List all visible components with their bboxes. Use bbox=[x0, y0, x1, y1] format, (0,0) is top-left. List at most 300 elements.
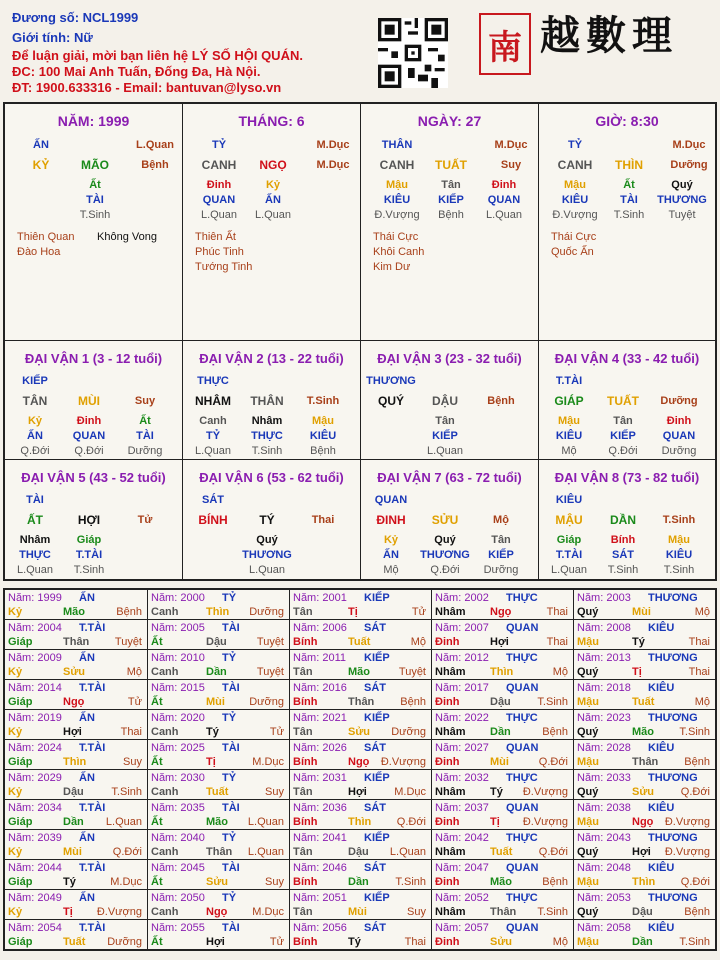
year-stem: Mậu bbox=[577, 876, 599, 888]
hidden-stage: L.Quan bbox=[200, 209, 238, 221]
year-cell[interactable] bbox=[290, 680, 432, 710]
year-cell[interactable] bbox=[290, 920, 432, 950]
header bbox=[0, 0, 720, 100]
year-cell[interactable] bbox=[574, 890, 715, 920]
year-cell[interactable] bbox=[290, 890, 432, 920]
year-stem: Kỷ bbox=[8, 666, 23, 678]
year-label: Năm: 2028 bbox=[577, 742, 631, 754]
year-stem: Ất bbox=[151, 936, 163, 948]
year-branch: Thìn bbox=[206, 606, 230, 618]
year-label: Năm: 2047 bbox=[435, 862, 489, 874]
hidden-stem: Tân bbox=[435, 415, 455, 427]
hidden-stem: Kỷ bbox=[27, 415, 43, 427]
year-ten-god: T.TÀI bbox=[79, 802, 106, 814]
dai-van-ten-god: THỰC bbox=[197, 375, 229, 387]
year-cell[interactable] bbox=[148, 710, 290, 740]
year-ten-god: TỶ bbox=[222, 652, 237, 664]
year-stem: Tân bbox=[293, 666, 313, 678]
year-cell[interactable] bbox=[148, 740, 290, 770]
dai-van-cell[interactable] bbox=[5, 460, 183, 579]
hidden-stem: Nhâm bbox=[251, 415, 283, 427]
hidden-ten-god: TÀI bbox=[136, 430, 154, 442]
year-cell[interactable] bbox=[5, 680, 148, 710]
year-cell[interactable] bbox=[574, 710, 715, 740]
pillar-title: NGÀY: 27 bbox=[417, 113, 482, 129]
year-ten-god: THỰC bbox=[506, 712, 538, 724]
year-stem: Ất bbox=[151, 876, 163, 888]
pillar-cell bbox=[539, 104, 715, 340]
year-cell[interactable] bbox=[574, 800, 715, 830]
year-ten-god: KIẾP bbox=[364, 652, 390, 664]
year-stem: Kỷ bbox=[8, 846, 23, 858]
year-ten-god: THƯƠNG bbox=[648, 832, 698, 844]
year-ten-god: THỰC bbox=[506, 592, 538, 604]
year-stem: Quý bbox=[577, 846, 599, 858]
year-branch: Tuất bbox=[632, 696, 655, 708]
hidden-stage: Đ.Vượng bbox=[552, 209, 598, 221]
dai-van-ten-god: KIÊU bbox=[555, 494, 583, 506]
life-stage: Dưỡng bbox=[670, 159, 708, 171]
life-stage: T.Sinh bbox=[662, 514, 696, 526]
special-star: Thiên Quan bbox=[17, 231, 75, 243]
year-branch: Tý bbox=[63, 876, 76, 888]
year-stage: Q.Đới bbox=[112, 846, 142, 858]
phone-email-line[interactable]: ĐT: 1900.633316 - Email: bantuvan@lyso.vn bbox=[12, 80, 282, 95]
hidden-ten-god: TÀI bbox=[620, 194, 638, 206]
year-branch: Hợi bbox=[490, 636, 509, 648]
year-branch: Thân bbox=[490, 906, 517, 918]
hidden-stem: Quý bbox=[256, 534, 278, 546]
hidden-stem: Đinh bbox=[666, 415, 692, 427]
year-cell[interactable] bbox=[432, 590, 574, 620]
hidden-ten-god: THỰC bbox=[251, 430, 283, 442]
year-label: Năm: 2053 bbox=[577, 892, 631, 904]
gender: Giới tính: Nữ bbox=[12, 30, 93, 45]
hidden-ten-god: KIÊU bbox=[561, 194, 589, 206]
hidden-stem: Ất bbox=[139, 415, 151, 427]
dai-van-ten-god: T.TÀI bbox=[555, 375, 583, 387]
dai-van-title: ĐẠI VẬN 5 (43 - 52 tuổi) bbox=[21, 470, 166, 485]
year-stem: Giáp bbox=[8, 756, 33, 768]
year-stem: Tân bbox=[293, 606, 313, 618]
hidden-stage: T.Sinh bbox=[663, 564, 695, 576]
year-stage: Bệnh bbox=[684, 906, 710, 918]
dai-van-cell[interactable] bbox=[183, 341, 361, 460]
year-ten-god: TỶ bbox=[222, 772, 237, 784]
earthly-branch: DẦN bbox=[610, 513, 636, 527]
year-ten-god: SÁT bbox=[364, 802, 386, 814]
year-stage: Bệnh bbox=[116, 606, 142, 618]
year-stage: Bệnh bbox=[684, 756, 710, 768]
year-ten-god: SÁT bbox=[364, 742, 386, 754]
year-branch: Dậu bbox=[348, 846, 369, 858]
dai-van-cell[interactable] bbox=[361, 460, 539, 579]
hidden-stem: Giáp bbox=[76, 534, 102, 546]
year-cell[interactable] bbox=[432, 650, 574, 680]
year-cell[interactable] bbox=[432, 890, 574, 920]
year-label: Năm: 2035 bbox=[151, 802, 205, 814]
dai-van-cell[interactable] bbox=[539, 460, 715, 579]
year-stage: Đ.Vượng bbox=[664, 816, 710, 828]
year-cell[interactable] bbox=[432, 860, 574, 890]
hidden-stage: Bệnh bbox=[310, 445, 336, 457]
dai-van-title: ĐẠI VẬN 4 (33 - 42 tuổi) bbox=[554, 351, 700, 366]
dai-van-cell[interactable] bbox=[361, 341, 539, 460]
year-branch: Thân bbox=[63, 636, 90, 648]
year-cell[interactable] bbox=[290, 620, 432, 650]
year-ten-god: KIÊU bbox=[648, 862, 675, 874]
year-stem: Bính bbox=[293, 696, 318, 708]
hidden-stage: Mộ bbox=[383, 564, 399, 576]
year-label: Năm: 2023 bbox=[577, 712, 631, 724]
year-branch: Mùi bbox=[490, 756, 509, 768]
year-ten-god: QUAN bbox=[506, 622, 539, 634]
hidden-stem: Mậu bbox=[668, 534, 690, 546]
year-stage: Tử bbox=[269, 936, 284, 948]
year-cell[interactable] bbox=[5, 860, 148, 890]
year-stage: L.Quan bbox=[389, 846, 426, 858]
year-ten-god: KIÊU bbox=[648, 742, 675, 754]
earthly-branch: TUẤT bbox=[435, 158, 467, 172]
year-cell[interactable] bbox=[148, 770, 290, 800]
year-ten-god: T.TÀI bbox=[79, 862, 106, 874]
year-cell[interactable] bbox=[290, 590, 432, 620]
year-label: Năm: 2006 bbox=[293, 622, 347, 634]
year-stage: M.Dục bbox=[252, 756, 284, 768]
dai-van-title: ĐẠI VẬN 3 (23 - 32 tuổi) bbox=[377, 351, 522, 366]
year-label: Năm: 2027 bbox=[435, 742, 489, 754]
year-label: Năm: 2039 bbox=[8, 832, 62, 844]
year-ten-god: TÀI bbox=[222, 682, 240, 694]
year-cell[interactable] bbox=[290, 830, 432, 860]
year-stem: Mậu bbox=[577, 816, 599, 828]
hidden-stem: Nhâm bbox=[19, 534, 51, 546]
pillar-ten-god: THÂN bbox=[381, 139, 413, 151]
hidden-stage: Q.Đới bbox=[74, 445, 104, 457]
year-ten-god: KIÊU bbox=[648, 802, 675, 814]
hidden-stem: Quý bbox=[434, 534, 456, 546]
year-cell[interactable] bbox=[574, 920, 715, 950]
year-cell[interactable] bbox=[148, 890, 290, 920]
year-branch: Hợi bbox=[206, 936, 225, 948]
year-branch: Sửu bbox=[63, 666, 86, 678]
year-cell[interactable] bbox=[574, 770, 715, 800]
year-cell[interactable] bbox=[432, 620, 574, 650]
year-branch: Thân bbox=[632, 756, 659, 768]
year-cell[interactable] bbox=[148, 620, 290, 650]
dai-van-title: ĐẠI VẬN 1 (3 - 12 tuổi) bbox=[24, 351, 163, 366]
year-label: Năm: 1999 bbox=[8, 592, 62, 604]
year-ten-god: SÁT bbox=[364, 622, 386, 634]
year-cell[interactable] bbox=[432, 770, 574, 800]
year-branch: Hợi bbox=[63, 726, 82, 738]
hidden-ten-god: TÀI bbox=[86, 194, 104, 206]
dai-van-table bbox=[3, 341, 717, 581]
year-branch: Mùi bbox=[348, 906, 367, 918]
year-cell[interactable] bbox=[5, 890, 148, 920]
year-stem: Canh bbox=[151, 666, 179, 678]
earthly-branch: TUẤT bbox=[607, 394, 639, 408]
contact-line: Để luận giải, mời bạn liên hệ LÝ SỐ HỘI QUÁN. bbox=[12, 48, 303, 63]
hidden-stage: T.Sinh bbox=[251, 445, 283, 457]
special-star: Tướng Tinh bbox=[195, 261, 253, 273]
year-cell[interactable] bbox=[574, 680, 715, 710]
year-label: Năm: 2056 bbox=[293, 922, 347, 934]
year-cell[interactable] bbox=[148, 680, 290, 710]
year-branch: Thân bbox=[206, 846, 233, 858]
year-cell[interactable] bbox=[574, 650, 715, 680]
pillar-cell bbox=[183, 104, 361, 340]
earthly-branch: MÃO bbox=[81, 158, 109, 172]
seal-logo: 南 bbox=[479, 13, 531, 75]
year-ten-god: TÀI bbox=[222, 802, 240, 814]
year-cell[interactable] bbox=[148, 650, 290, 680]
heavenly-stem: KỶ bbox=[32, 158, 50, 172]
year-label: Năm: 2013 bbox=[577, 652, 631, 664]
year-stage: T.Sinh bbox=[537, 906, 568, 918]
heavenly-stem: MẬU bbox=[555, 513, 583, 527]
year-stage: Q.Đới bbox=[538, 846, 568, 858]
year-stage: Bệnh bbox=[542, 876, 568, 888]
hidden-stem: Bính bbox=[610, 534, 636, 546]
dai-van-ten-god: SÁT bbox=[202, 494, 224, 506]
year-cell[interactable] bbox=[148, 920, 290, 950]
year-cell[interactable] bbox=[432, 680, 574, 710]
year-cell[interactable] bbox=[148, 860, 290, 890]
dai-van-cell[interactable] bbox=[183, 460, 361, 579]
qr-code-icon[interactable] bbox=[378, 18, 448, 88]
year-cell[interactable] bbox=[5, 920, 148, 950]
year-label: Năm: 2029 bbox=[8, 772, 62, 784]
year-cell[interactable] bbox=[574, 830, 715, 860]
year-stem: Giáp bbox=[8, 936, 33, 948]
year-label: Năm: 2000 bbox=[151, 592, 205, 604]
year-ten-god: KIẾP bbox=[364, 832, 390, 844]
year-ten-god: KIÊU bbox=[648, 922, 675, 934]
year-cell[interactable] bbox=[290, 860, 432, 890]
earthly-branch: THÌN bbox=[615, 158, 643, 172]
year-branch: Tị bbox=[348, 606, 358, 618]
hidden-ten-god: KIÊU bbox=[383, 194, 411, 206]
year-stage: L.Quan bbox=[247, 816, 284, 828]
hidden-stage: T.Sinh bbox=[79, 209, 111, 221]
year-cell[interactable] bbox=[5, 650, 148, 680]
year-ten-god: TÀI bbox=[222, 742, 240, 754]
year-stem: Bính bbox=[293, 936, 318, 948]
year-ten-god: QUAN bbox=[506, 922, 539, 934]
hidden-stem: Mậu bbox=[312, 415, 334, 427]
year-cell[interactable] bbox=[5, 710, 148, 740]
year-stage: Thai bbox=[688, 666, 710, 678]
year-cell[interactable] bbox=[432, 740, 574, 770]
hidden-stage: T.Sinh bbox=[73, 564, 105, 576]
year-ten-god: T.TÀI bbox=[79, 922, 106, 934]
year-branch: Sửu bbox=[206, 876, 229, 888]
year-ten-god: KIẾP bbox=[364, 712, 390, 724]
hidden-stage: T.Sinh bbox=[613, 209, 645, 221]
hidden-stem: Tân bbox=[441, 179, 461, 191]
year-branch: Tý bbox=[490, 786, 503, 798]
year-stage: Thai bbox=[546, 636, 568, 648]
hidden-stage: Dưỡng bbox=[127, 445, 163, 457]
heavenly-stem: TÂN bbox=[22, 394, 48, 408]
year-cell[interactable] bbox=[574, 620, 715, 650]
special-star: Đào Hoa bbox=[17, 246, 61, 258]
year-ten-god: ẤN bbox=[79, 652, 95, 664]
address-line: ĐC: 100 Mai Anh Tuấn, Đống Đa, Hà Nội. bbox=[12, 64, 261, 79]
year-stem: Nhâm bbox=[435, 846, 466, 858]
year-stem: Tân bbox=[293, 726, 313, 738]
year-ten-god: QUAN bbox=[506, 862, 539, 874]
year-branch: Dậu bbox=[632, 906, 653, 918]
year-label: Năm: 2004 bbox=[8, 622, 62, 634]
dai-van-cell[interactable] bbox=[5, 341, 183, 460]
year-stem: Canh bbox=[151, 906, 179, 918]
year-stage: Suy bbox=[123, 756, 142, 768]
year-cell[interactable] bbox=[290, 650, 432, 680]
year-stem: Quý bbox=[577, 666, 599, 678]
year-stage: Suy bbox=[265, 876, 284, 888]
year-branch: Mùi bbox=[63, 846, 82, 858]
year-cell[interactable] bbox=[290, 770, 432, 800]
hidden-stem: Mậu bbox=[564, 179, 586, 191]
year-stage: Suy bbox=[407, 906, 426, 918]
year-branch: Thìn bbox=[63, 756, 87, 768]
year-cell[interactable] bbox=[574, 860, 715, 890]
year-cell[interactable] bbox=[432, 830, 574, 860]
year-label: Năm: 2037 bbox=[435, 802, 489, 814]
year-stage: Thai bbox=[120, 726, 142, 738]
year-stage: Thai bbox=[688, 636, 710, 648]
year-cell[interactable] bbox=[432, 800, 574, 830]
year-cell[interactable] bbox=[148, 590, 290, 620]
year-branch: Tuất bbox=[206, 786, 229, 798]
hidden-stem: Đinh bbox=[206, 179, 232, 191]
life-stage: T.Sinh bbox=[306, 395, 340, 407]
earthly-branch: DẬU bbox=[432, 394, 458, 408]
year-branch: Tý bbox=[206, 726, 219, 738]
year-branch: Dần bbox=[490, 726, 511, 738]
year-cell[interactable] bbox=[290, 740, 432, 770]
year-cell[interactable] bbox=[5, 770, 148, 800]
heavenly-stem: GIÁP bbox=[554, 394, 584, 408]
year-stage: Dưỡng bbox=[249, 696, 284, 708]
year-stage: Q.Đới bbox=[680, 786, 710, 798]
year-stage: M.Dục bbox=[110, 876, 142, 888]
hidden-ten-god: QUAN bbox=[72, 430, 106, 442]
year-stem: Giáp bbox=[8, 816, 33, 828]
pillar-top-note: M.Dục bbox=[316, 139, 350, 151]
year-stem: Ất bbox=[151, 816, 163, 828]
life-stage: Tử bbox=[137, 514, 153, 526]
year-label: Năm: 2034 bbox=[8, 802, 62, 814]
year-branch: Dần bbox=[632, 936, 653, 948]
year-label: Năm: 2041 bbox=[293, 832, 347, 844]
year-stem: Bính bbox=[293, 876, 318, 888]
hidden-ten-god: ẤN bbox=[383, 549, 399, 561]
year-label: Năm: 2058 bbox=[577, 922, 631, 934]
year-branch: Mùi bbox=[632, 606, 651, 618]
hidden-stage: Q.Đới bbox=[608, 445, 638, 457]
year-stem: Đinh bbox=[435, 936, 460, 948]
year-stage: M.Dục bbox=[394, 786, 426, 798]
year-stage: Đ.Vượng bbox=[380, 756, 426, 768]
dai-van-cell[interactable] bbox=[539, 341, 715, 460]
year-stem: Kỷ bbox=[8, 906, 23, 918]
year-stem: Bính bbox=[293, 816, 318, 828]
hidden-stage: L.Quan bbox=[550, 564, 588, 576]
year-cell[interactable] bbox=[148, 800, 290, 830]
year-label: Năm: 2019 bbox=[8, 712, 62, 724]
year-stem: Nhâm bbox=[435, 786, 466, 798]
earthly-branch: MÙI bbox=[78, 394, 100, 408]
year-cell[interactable] bbox=[5, 740, 148, 770]
year-branch: Dậu bbox=[63, 786, 84, 798]
heavenly-stem: CANH bbox=[201, 158, 237, 172]
life-stage: Mộ bbox=[493, 514, 509, 526]
hidden-stage: Tuyệt bbox=[668, 209, 696, 221]
year-ten-god: KIẾP bbox=[364, 892, 390, 904]
year-cell[interactable] bbox=[290, 710, 432, 740]
year-ten-god: ẤN bbox=[79, 592, 95, 604]
year-stem: Giáp bbox=[8, 876, 33, 888]
year-cell[interactable] bbox=[574, 590, 715, 620]
year-stem: Mậu bbox=[577, 756, 599, 768]
year-cell[interactable] bbox=[5, 830, 148, 860]
year-stage: Tử bbox=[269, 726, 284, 738]
special-star: Phúc Tinh bbox=[195, 246, 244, 258]
year-cell[interactable] bbox=[290, 800, 432, 830]
year-ten-god: T.TÀI bbox=[79, 682, 106, 694]
year-label: Năm: 2003 bbox=[577, 592, 631, 604]
year-branch: Tý bbox=[348, 936, 361, 948]
year-label: Năm: 2045 bbox=[151, 862, 205, 874]
year-ten-god: ẤN bbox=[79, 772, 95, 784]
year-stem: Mậu bbox=[577, 936, 599, 948]
year-ten-god: TÀI bbox=[222, 622, 240, 634]
year-branch: Ngọ bbox=[490, 606, 512, 618]
hidden-ten-god: KIẾP bbox=[438, 194, 464, 206]
year-cell[interactable] bbox=[5, 800, 148, 830]
year-stem: Quý bbox=[577, 786, 599, 798]
hidden-ten-god: KIÊU bbox=[665, 549, 693, 561]
year-label: Năm: 2012 bbox=[435, 652, 489, 664]
heavenly-stem: BÍNH bbox=[198, 513, 228, 527]
year-cell[interactable] bbox=[432, 710, 574, 740]
year-ten-god: THƯƠNG bbox=[648, 712, 698, 724]
year-cell[interactable] bbox=[148, 830, 290, 860]
hidden-stem: Mậu bbox=[558, 415, 580, 427]
year-cell[interactable] bbox=[574, 740, 715, 770]
year-stage: Mộ bbox=[694, 696, 710, 708]
hidden-stem: Ất bbox=[623, 179, 635, 191]
year-label: Năm: 2005 bbox=[151, 622, 205, 634]
year-label: Năm: 2043 bbox=[577, 832, 631, 844]
life-stage: Bệnh bbox=[141, 159, 169, 171]
year-branch: Mùi bbox=[206, 696, 225, 708]
year-cell[interactable] bbox=[432, 920, 574, 950]
year-cell[interactable] bbox=[5, 590, 148, 620]
year-label: Năm: 2031 bbox=[293, 772, 347, 784]
year-ten-god: TỶ bbox=[222, 892, 237, 904]
hidden-stage: L.Quan bbox=[194, 445, 232, 457]
year-stem: Ất bbox=[151, 636, 163, 648]
year-ten-god: SÁT bbox=[364, 862, 386, 874]
year-cell[interactable] bbox=[5, 620, 148, 650]
year-ten-god: KIÊU bbox=[648, 622, 675, 634]
year-stage: Đ.Vượng bbox=[664, 846, 710, 858]
dai-van-title: ĐẠI VẬN 6 (53 - 62 tuổi) bbox=[199, 470, 344, 485]
